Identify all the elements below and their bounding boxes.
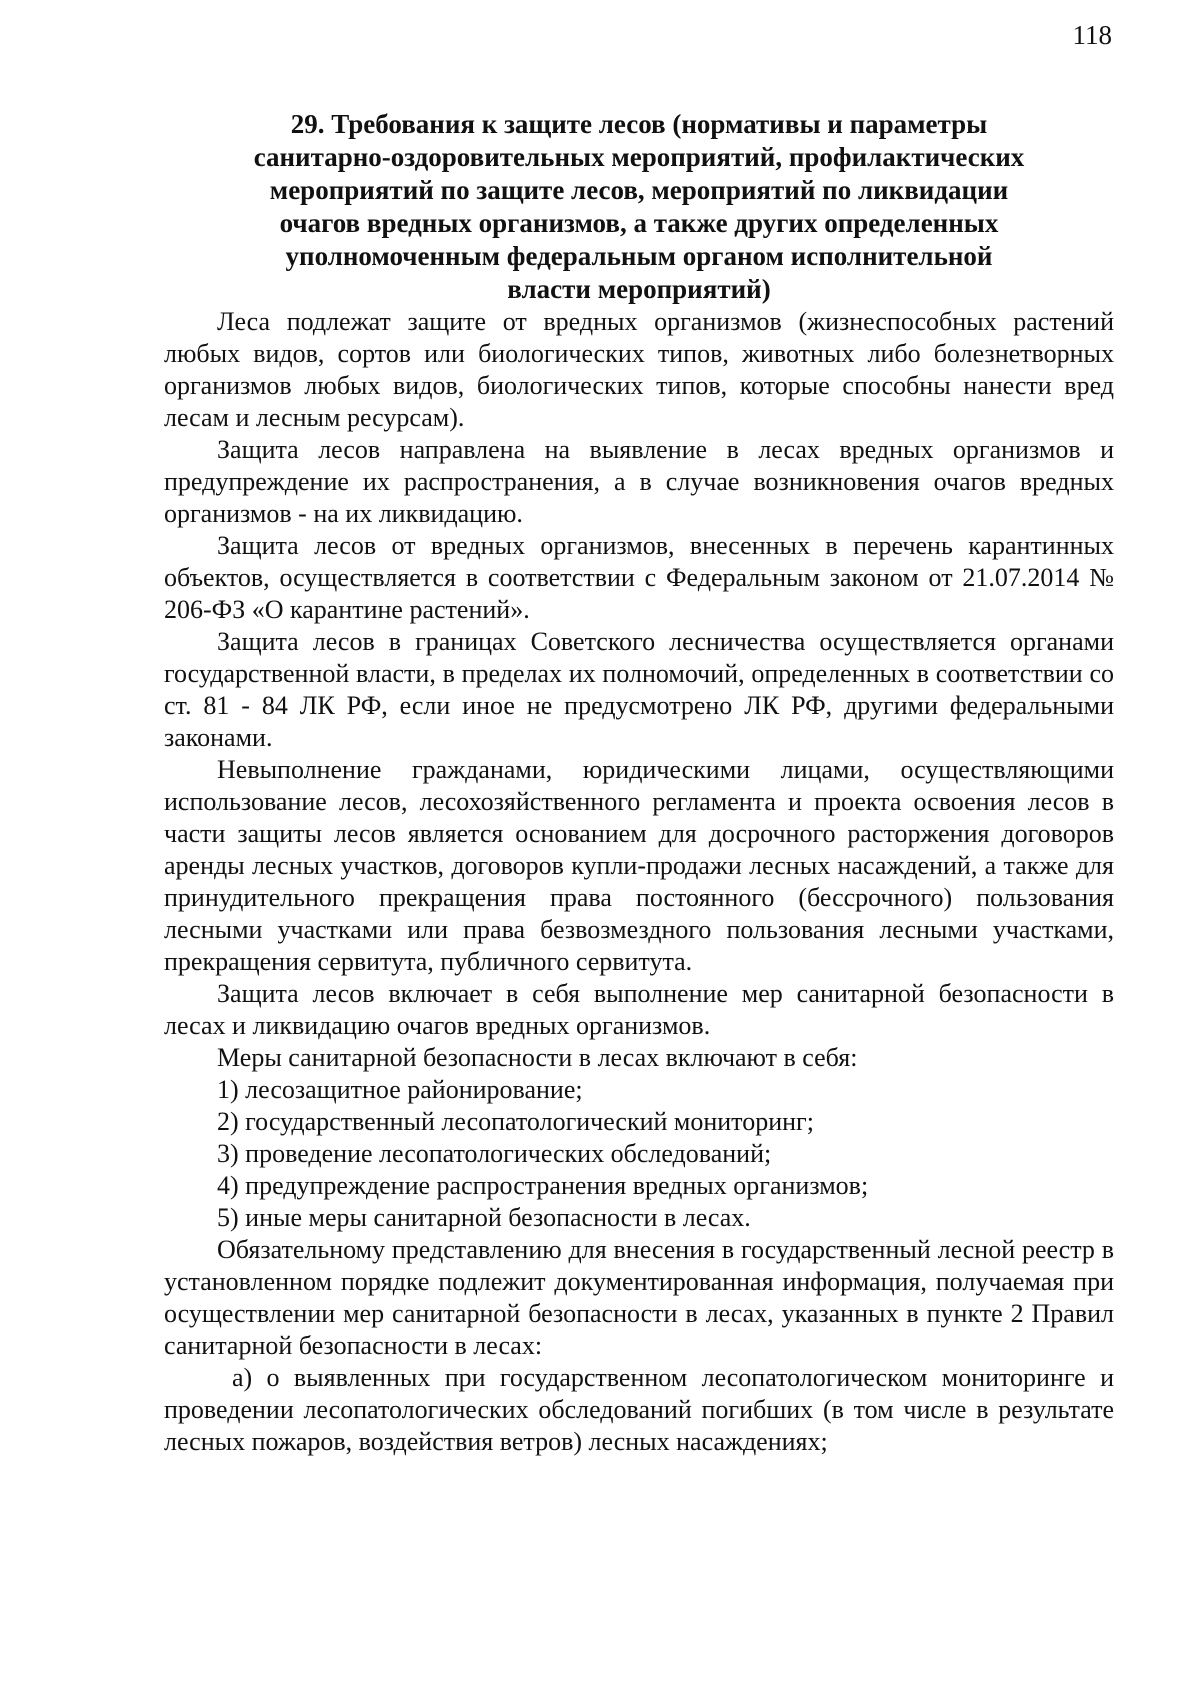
- section-heading-line: очагов вредных организмов, а также других определенных: [279, 208, 999, 238]
- paragraph-protection-purpose: Защита лесов направлена на выявление в лесах вредных организмов и предупреждение их распространения, а в случае возникновения очагов вредных организмов - на их ликвидацию.: [164, 435, 1114, 528]
- paragraph-harmful-organisms: Леса подлежат защите от вредных организмов (жизнеспособных растений любых видов, сортов или биологических типов, животных либо болезнетворных организмов любых видов, биологических типов, которые способны нанести вред лесам и лесным ресурсам).: [164, 307, 1114, 432]
- section-heading-line: власти мероприятий): [507, 274, 771, 304]
- paragraph-measures-intro: Меры санитарной безопасности в лесах включают в себя:: [217, 1043, 858, 1072]
- paragraph-quarantine-law: Защита лесов от вредных организмов, внесенных в перечень карантинных объектов, осуществляется в соответствии с Федеральным законом от 21.07.2014 № 206-ФЗ «О карантине растений».: [164, 531, 1114, 624]
- paragraph-authorities: Защита лесов в границах Советского лесничества осуществляется органами государственной власти, в пределах их полномочий, определенных в соответствии со ст. 81 - 84 ЛК РФ, если иное не предусмотрено ЛК РФ, другими федеральными законами.: [164, 627, 1114, 752]
- body-text: [164, 306, 1114, 1458]
- page-number: 118: [1072, 20, 1112, 50]
- list-item: 3) проведение лесопатологических обследований;: [217, 1139, 772, 1168]
- document-content: [164, 108, 1114, 1458]
- sub-item-a: а) о выявленных при государственном лесопатологическом мониторинге и проведении лесопатологических обследований погибших (в том числе в результате лесных пожаров, воздействия ветров) лесных насаждениях;: [164, 1363, 1114, 1456]
- section-heading: [164, 108, 1114, 306]
- list-item: 1) лесозащитное районирование;: [217, 1075, 583, 1104]
- section-heading-line: мероприятий по защите лесов, мероприятий по ликвидации: [269, 175, 1009, 205]
- section-heading-line: санитарно-оздоровительных мероприятий, профилактических: [253, 142, 1025, 172]
- paragraph-registry: Обязательному представлению для внесения в государственный лесной реестр в установленном порядке подлежит документированная информация, получаемая при осуществлении мер санитарной безопасности в лесах, указанных в пункте 2 Правил санитарной безопасности в лесах:: [164, 1235, 1114, 1360]
- list-item: 4) предупреждение распространения вредных организмов;: [217, 1171, 869, 1200]
- section-heading-line: уполномоченным федеральным органом исполнительной: [285, 241, 993, 271]
- measures-list: [164, 1074, 1114, 1234]
- section-heading-line: 29. Требования к защите лесов (нормативы и параметры: [290, 109, 988, 139]
- paragraph-protection-includes: Защита лесов включает в себя выполнение мер санитарной безопасности в лесах и ликвидацию очагов вредных организмов.: [164, 979, 1114, 1040]
- list-item: 5) иные меры санитарной безопасности в лесах.: [217, 1203, 751, 1232]
- paragraph-non-compliance: Невыполнение гражданами, юридическими лицами, осуществляющими использование лесов, лесохозяйственного регламента и проекта освоения лесов в части защиты лесов является основанием для досрочного расторжения договоров аренды лесных участков, договоров купли-продажи лесных насаждений, а также для принудительного прекращения права постоянного (бессрочного) пользования лесными участками или права безвозмездного пользования лесными участками, прекращения сервитута, публичного сервитута.: [164, 755, 1114, 976]
- list-item: 2) государственный лесопатологический мониторинг;: [217, 1107, 814, 1136]
